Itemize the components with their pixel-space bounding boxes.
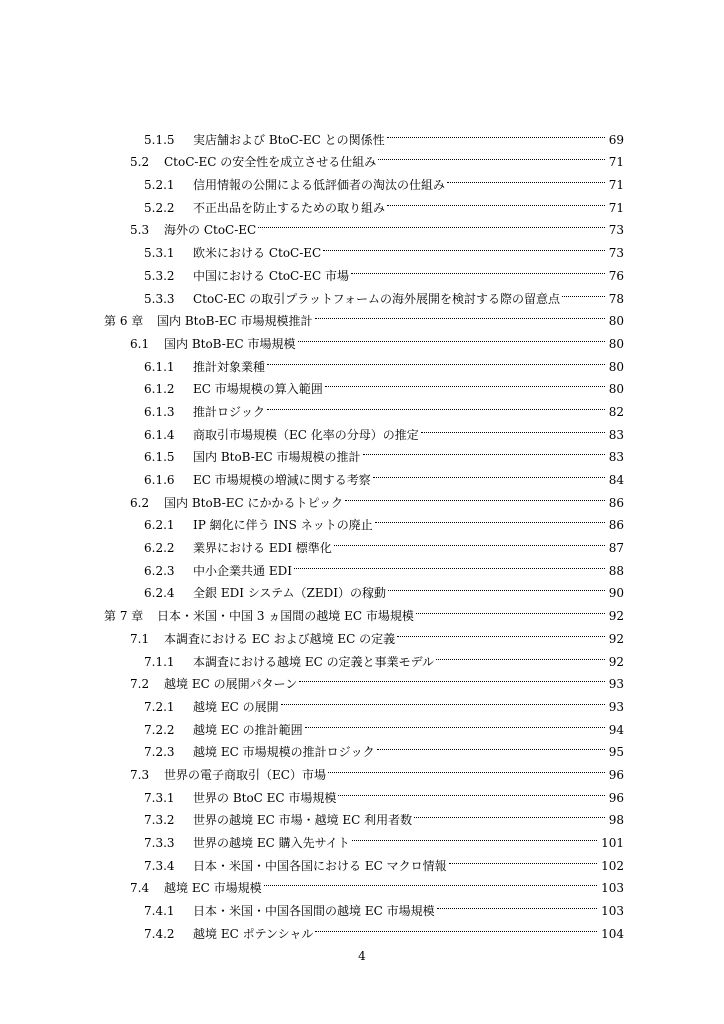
toc-entry-title: 日本・米国・中国各国間の越境 EC 市場規模 — [193, 904, 435, 919]
toc-entry[interactable] — [0, 507, 624, 533]
toc-dot-leader — [375, 507, 607, 530]
toc-entry[interactable] — [0, 189, 624, 215]
toc-entry-number: 7.4.1 — [144, 904, 175, 919]
toc-entry[interactable] — [0, 121, 624, 147]
toc-entry-page: 80 — [608, 359, 624, 374]
toc-entry-number: 7.2.2 — [144, 722, 175, 737]
toc-dot-leader — [562, 280, 607, 303]
toc-entry[interactable] — [0, 529, 624, 556]
toc-dot-leader — [325, 371, 607, 394]
toc-entry[interactable] — [0, 597, 624, 624]
toc-dot-leader — [345, 484, 607, 507]
toc-entry-number: 5.3 — [130, 223, 150, 238]
toc-entry-number: 6.1.6 — [144, 473, 175, 487]
toc-entry-page: 96 — [608, 790, 624, 805]
toc-entry-number: 6.1.4 — [144, 427, 175, 442]
toc-entry[interactable] — [0, 348, 624, 374]
toc-entry[interactable] — [0, 257, 624, 283]
toc-entry-title: 不正出品を防止するための取り組み — [193, 200, 386, 215]
toc-entry-title: 海外の CtoC-EC — [164, 223, 257, 238]
toc-entry-page: 96 — [608, 767, 624, 782]
toc-entry-page: 83 — [608, 427, 624, 442]
toc-dot-leader — [281, 688, 607, 711]
toc-entry-page: 71 — [608, 155, 624, 170]
toc-dot-leader — [299, 666, 606, 689]
toc-entry-number: 7.2 — [130, 677, 150, 692]
toc-entry-number: 6.2.2 — [144, 541, 175, 556]
toc-entry-page: 73 — [608, 223, 624, 238]
toc-dot-leader — [315, 303, 607, 326]
toc-entry-title: 世界の越境 EC 市場・越境 EC 利用者数 — [193, 813, 413, 828]
toc-entry-page: 98 — [608, 813, 624, 828]
toc-entry-page: 84 — [608, 473, 624, 487]
toc-entry-number: 6.1 — [130, 336, 150, 351]
toc-entry-page: 103 — [601, 881, 624, 896]
toc-entry-page: 80 — [608, 314, 624, 329]
toc-entry-number: 6.1.1 — [144, 359, 175, 374]
toc-entry-title: IP 網化に伴う INS ネットの廃止 — [193, 518, 373, 533]
toc-entry-number: 6.2.1 — [144, 518, 175, 533]
toc-entry-title: 推計対象業種 — [193, 359, 266, 374]
toc-entry-title: 本調査における越境 EC の定義と事業モデル — [193, 654, 434, 669]
toc-entry[interactable] — [0, 915, 624, 941]
toc-entry-number: 6.1.2 — [144, 382, 175, 397]
toc-dot-leader — [436, 643, 607, 666]
toc-entry-title: 国内 BtoB-EC 市場規模推計 — [157, 314, 313, 329]
toc-entry-title: 国内 BtoB-EC にかかるトピック — [164, 495, 344, 510]
toc-dot-leader — [328, 756, 607, 779]
toc-entry[interactable] — [0, 439, 624, 465]
toc-entry-number: 7.4 — [130, 881, 150, 896]
toc-entry-page: 94 — [608, 722, 624, 737]
toc-entry-page: 95 — [608, 745, 624, 760]
toc-entry-title: 越境 EC の展開 — [193, 699, 279, 714]
toc-entry-title: 国内 BtoB-EC 市場規模 — [164, 336, 296, 351]
toc-entry-page: 93 — [608, 677, 624, 692]
toc-dot-leader — [267, 348, 607, 371]
toc-entry-page: 90 — [608, 586, 624, 601]
toc-entry-title: EC 市場規模の算入範囲 — [193, 382, 323, 397]
toc-entry-title: 業界における EDI 標準化 — [193, 541, 332, 556]
toc-entry[interactable] — [0, 575, 624, 601]
toc-dot-leader — [388, 575, 607, 598]
toc-entry-title: 国内 BtoB-EC 市場規模の推計 — [193, 450, 361, 465]
toc-entry-title: 越境 EC の推計範囲 — [193, 722, 303, 737]
toc-entry-title: CtoC-EC の安全性を成立させる仕組み — [164, 155, 377, 170]
toc-entry[interactable] — [0, 666, 624, 692]
toc-entry-title: 日本・米国・中国各国における EC マクロ情報 — [193, 858, 447, 873]
toc-entry[interactable] — [0, 552, 624, 578]
toc-entry[interactable] — [0, 847, 624, 873]
toc-entry-page: 78 — [608, 291, 624, 306]
toc-entry-number: 6.2.4 — [144, 586, 175, 601]
toc-dot-leader — [323, 234, 606, 257]
toc-entry[interactable] — [0, 325, 624, 351]
toc-entry-number: 6.2.3 — [144, 563, 175, 578]
toc-entry-title: 越境 EC 市場規模の推計ロジック — [193, 745, 375, 760]
toc-dot-leader — [387, 121, 607, 144]
toc-dot-leader — [378, 144, 606, 167]
toc-entry-number: 5.1.5 — [144, 132, 175, 147]
toc-dot-leader — [449, 847, 600, 870]
toc-entry-page: 88 — [608, 563, 624, 578]
toc-dot-leader — [352, 824, 599, 847]
toc-dot-leader — [373, 461, 607, 484]
toc-dot-leader — [437, 892, 600, 915]
toc-dot-leader — [294, 552, 607, 575]
toc-entry-number: 5.2.1 — [144, 178, 175, 193]
toc-entry[interactable] — [0, 393, 624, 419]
toc-entry-number: 7.3.2 — [144, 813, 175, 828]
table-of-contents — [0, 121, 724, 941]
toc-entry-page: 104 — [601, 926, 624, 941]
toc-entry-title: CtoC-EC の取引プラットフォームの海外展開を検討する際の留意点 — [193, 291, 561, 306]
toc-entry-title: 越境 EC ポテンシャル — [193, 926, 314, 941]
toc-dot-leader — [258, 212, 606, 235]
toc-entry-number: 5.2 — [130, 155, 150, 170]
toc-entry-number: 7.1.1 — [144, 654, 175, 669]
toc-entry[interactable] — [0, 144, 624, 170]
toc-entry-title: 中国における CtoC-EC 市場 — [193, 268, 350, 283]
toc-dot-leader — [416, 597, 607, 620]
toc-entry[interactable] — [0, 620, 624, 646]
toc-entry[interactable] — [0, 303, 624, 329]
toc-entry-title: 世界の越境 EC 購入先サイト — [193, 836, 350, 850]
toc-dot-leader — [264, 870, 600, 893]
toc-entry-page: 71 — [608, 200, 624, 215]
toc-entry-number: 5.2.2 — [144, 200, 175, 215]
toc-entry[interactable] — [0, 802, 624, 828]
toc-entry-title: 信用情報の公開による低評価者の淘汰の仕組み — [193, 178, 446, 193]
toc-entry[interactable] — [0, 280, 624, 306]
toc-entry-title: 越境 EC 市場規模 — [164, 881, 262, 896]
toc-entry-number: 5.3.2 — [144, 268, 175, 283]
toc-entry-page: 92 — [608, 609, 624, 624]
toc-entry-page: 86 — [608, 495, 624, 510]
toc-entry-number: 6.1.5 — [144, 450, 175, 465]
toc-entry-title: 欧米における CtoC-EC — [193, 246, 322, 261]
toc-dot-leader — [334, 529, 607, 552]
toc-entry[interactable] — [0, 824, 624, 850]
page-number: 4 — [358, 949, 366, 963]
toc-entry[interactable] — [0, 461, 624, 487]
toc-entry[interactable] — [0, 416, 624, 442]
toc-entry-page: 101 — [601, 836, 624, 850]
toc-entry-number: 7.1 — [130, 631, 150, 646]
toc-entry-page: 87 — [608, 541, 624, 556]
toc-entry-number: 6.1.3 — [144, 404, 175, 419]
toc-dot-leader — [338, 779, 606, 802]
toc-entry[interactable] — [0, 756, 624, 782]
toc-entry[interactable] — [0, 688, 624, 714]
toc-entry-title: 推計ロジック — [193, 404, 266, 419]
toc-entry-page: 71 — [608, 178, 624, 193]
toc-dot-leader — [363, 439, 607, 462]
toc-dot-leader — [377, 734, 607, 757]
toc-entry-number: 5.3.3 — [144, 291, 175, 306]
toc-dot-leader — [414, 802, 607, 825]
toc-entry-page: 93 — [608, 699, 624, 714]
toc-entry-page: 80 — [608, 382, 624, 397]
toc-entry-page: 92 — [608, 654, 624, 669]
toc-dot-leader — [351, 257, 607, 280]
toc-entry-page: 83 — [608, 450, 624, 465]
toc-entry[interactable] — [0, 779, 624, 805]
toc-entry-title: 全銀 EDI システム（ZEDI）の稼動 — [193, 586, 387, 601]
toc-entry-title: 中小企業共通 EDI — [193, 563, 292, 578]
toc-entry-number: 7.3.4 — [144, 858, 175, 873]
toc-entry-title: EC 市場規模の増減に関する考察 — [193, 473, 371, 487]
toc-entry-page: 69 — [608, 132, 624, 147]
toc-entry[interactable] — [0, 234, 624, 261]
toc-entry-page: 92 — [608, 631, 624, 646]
toc-entry[interactable] — [0, 734, 624, 760]
toc-dot-leader — [387, 189, 607, 212]
toc-dot-leader — [298, 325, 607, 348]
toc-entry-number: 5.3.1 — [144, 246, 175, 261]
toc-entry[interactable] — [0, 892, 624, 919]
toc-entry-page: 103 — [601, 904, 624, 919]
toc-entry-page: 80 — [608, 336, 624, 351]
toc-entry-number: 7.2.3 — [144, 745, 175, 760]
toc-entry-number: 7.3.3 — [144, 836, 175, 850]
toc-dot-leader — [305, 711, 607, 734]
toc-entry-page: 86 — [608, 518, 624, 533]
toc-entry[interactable] — [0, 870, 624, 896]
toc-entry-page: 76 — [608, 268, 624, 283]
toc-entry[interactable] — [0, 643, 624, 669]
toc-entry-title: 越境 EC の展開パターン — [164, 677, 298, 692]
toc-entry-number: 7.3 — [130, 767, 150, 782]
toc-dot-leader — [447, 166, 607, 189]
toc-entry-number: 第 6 章 — [104, 314, 144, 329]
toc-dot-leader — [267, 393, 607, 416]
toc-entry-title: 実店舗および BtoC-EC との関係性 — [193, 132, 385, 147]
toc-entry-number: 7.4.2 — [144, 926, 175, 941]
toc-entry-title: 世界の BtoC EC 市場規模 — [193, 790, 337, 805]
toc-entry-number: 7.2.1 — [144, 699, 175, 714]
toc-entry[interactable] — [0, 371, 624, 397]
toc-entry-page: 82 — [608, 404, 624, 419]
toc-entry-number: 6.2 — [130, 495, 150, 510]
toc-dot-leader — [421, 416, 607, 439]
toc-entry[interactable] — [0, 212, 624, 238]
toc-entry-number: 7.3.1 — [144, 790, 175, 805]
toc-entry-title: 日本・米国・中国 3 ヵ国間の越境 EC 市場規模 — [157, 609, 414, 624]
toc-entry-page: 102 — [601, 858, 624, 873]
toc-entry-title: 商取引市場規模（EC 化率の分母）の推定 — [193, 427, 419, 442]
toc-entry[interactable] — [0, 166, 624, 193]
toc-entry-title: 世界の電子商取引（EC）市場 — [164, 767, 326, 782]
toc-dot-leader — [397, 620, 607, 643]
toc-entry[interactable] — [0, 711, 624, 737]
toc-entry-title: 本調査における EC および越境 EC の定義 — [164, 631, 396, 646]
toc-dot-leader — [315, 915, 599, 938]
toc-entry-page: 73 — [608, 246, 624, 261]
toc-entry-number: 第 7 章 — [104, 609, 144, 624]
toc-entry[interactable] — [0, 484, 624, 510]
